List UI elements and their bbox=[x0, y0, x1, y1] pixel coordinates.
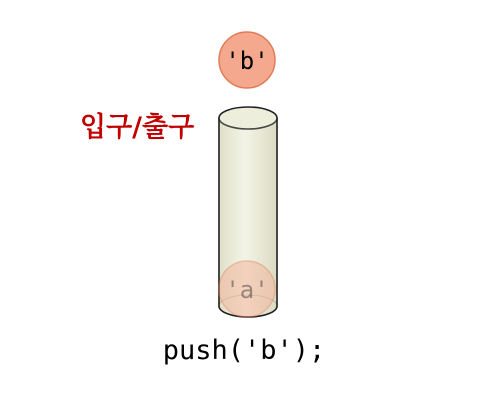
tube-glass-overlay bbox=[219, 118, 277, 317]
stack-element-label: 'a' bbox=[225, 276, 269, 304]
code-caption: push('b'); bbox=[162, 335, 326, 366]
incoming-element-label: 'b' bbox=[225, 47, 269, 75]
entrance-label: 입구/출구 bbox=[80, 112, 195, 143]
incoming-element bbox=[219, 32, 275, 88]
